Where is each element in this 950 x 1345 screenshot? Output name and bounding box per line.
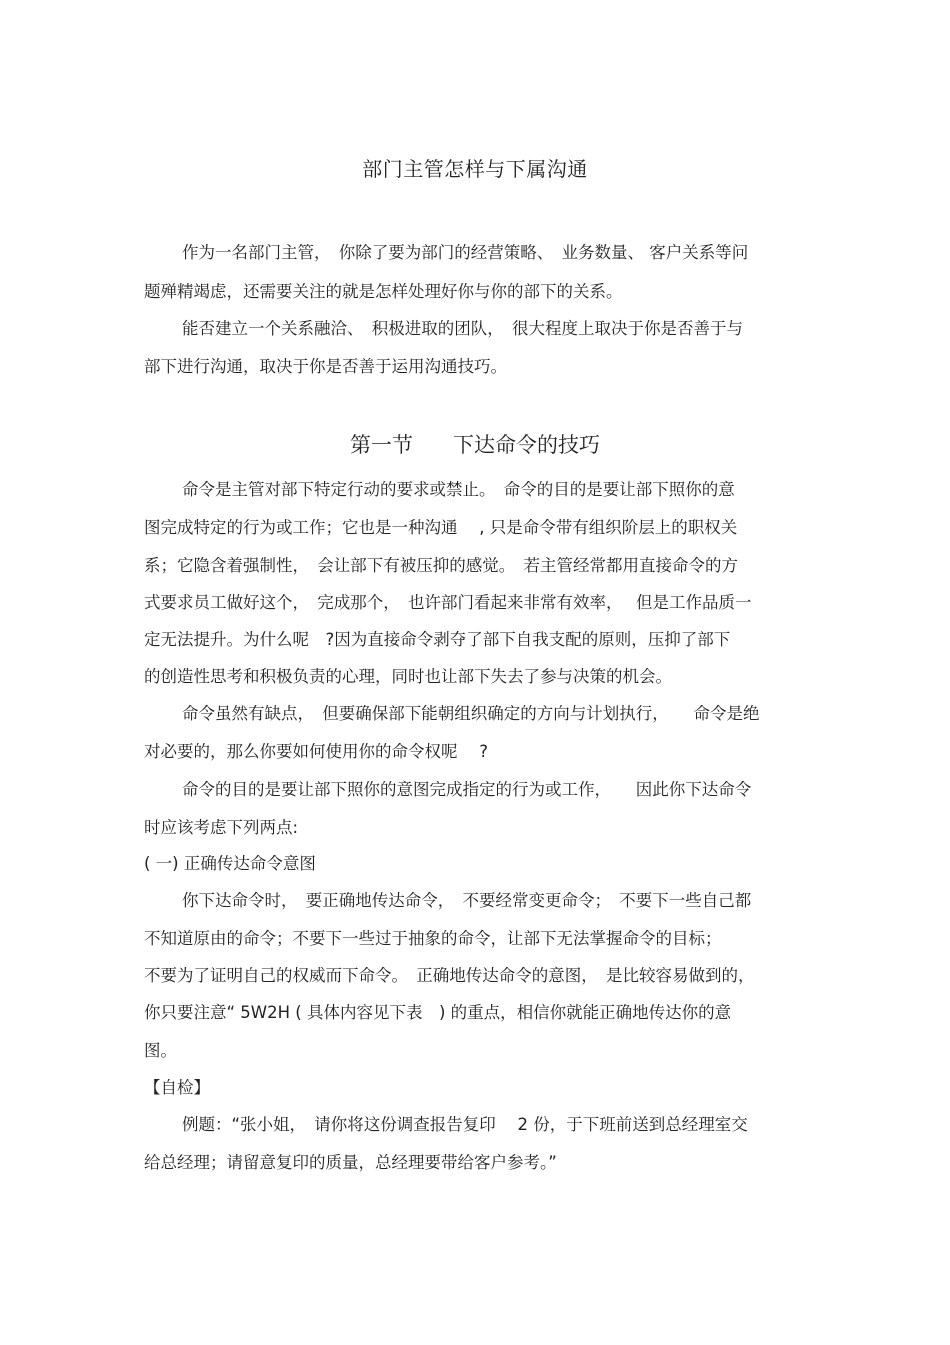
paragraph-line: 不知道原由的命令；不要下一些过于抽象的命令，让部下无法掌握命令的目标； (144, 929, 722, 948)
paragraph-line: 命令是主管对部下特定行动的要求或禁止。 命令的目的是要让部下照你的意 (182, 480, 735, 499)
self-check-heading: 【自检】 (144, 1078, 210, 1097)
paragraph-line: 给总经理；请留意复印的质量，总经理要带给客户参考。” (144, 1153, 557, 1172)
paragraph-line: 命令的目的是要让部下照你的意图完成指定的行为或工作， 因此你下达命令 (182, 780, 752, 799)
paragraph-line: 不要为了证明自己的权威而下命令。 正确地传达命令的意图， 是比较容易做到的， (144, 966, 755, 985)
section-number: 第一节 (350, 433, 413, 457)
section-heading (0, 429, 950, 459)
page-title: 部门主管怎样与下属沟通 (362, 157, 588, 181)
paragraph-line: 命令虽然有缺点， 但要确保部下能朝组织确定的方向与计划执行， 命令是绝 (182, 704, 760, 723)
paragraph-line: 题殚精竭虑，还需要关注的就是怎样处理好你与你的部下的关系。 (144, 282, 623, 301)
paragraph-line: 你只要注意“ 5W2H ( 具体内容见下表 ) 的重点，相信你就能正确地传达你的意 (144, 1003, 732, 1022)
section-name: 下达命令的技巧 (453, 433, 600, 457)
paragraph-line: 式要求员工做好这个， 完成那个， 也许部门看起来非常有效率， 但是工作品质一 (144, 593, 752, 612)
paragraph-line: 的创造性思考和积极负责的心理，同时也让部下失去了参与决策的机会。 (144, 667, 672, 686)
paragraph-line: 图完成特定的行为或工作；它也是一种沟通 , 只是命令带有组织阶层上的职权关 (144, 518, 738, 537)
paragraph-line: 系；它隐含着强制性， 会让部下有被压抑的感觉。 若主管经常都用直接命令的方 (144, 556, 738, 575)
paragraph-line: 时应该考虑下列两点: (144, 818, 299, 837)
paragraph-line: 作为一名部门主管， 你除了要为部门的经营策略、 业务数量、 客户关系等问 (182, 243, 749, 262)
subheading: ( 一) 正确传达命令意图 (144, 854, 316, 873)
paragraph-line: 图。 (144, 1041, 177, 1060)
paragraph-line: 定无法提升。为什么呢 ?因为直接命令剥夺了部下自我支配的原则，压抑了部下 (144, 630, 731, 649)
paragraph-line: 例题：“张小姐， 请你将这份调查报告复印 2 份，于下班前送到总经理室交 (182, 1115, 748, 1134)
paragraph-line: 能否建立一个关系融洽、 积极进取的团队， 很大程度上取决于你是否善于与 (182, 319, 743, 338)
paragraph-line: 对必要的，那么你要如何使用你的命令权呢 ? (144, 742, 489, 761)
paragraph-line: 你下达命令时， 要正确地传达命令， 不要经常变更命令； 不要下一些自己都 (182, 891, 752, 910)
paragraph-line: 部下进行沟通，取决于你是否善于运用沟通技巧。 (144, 357, 507, 376)
